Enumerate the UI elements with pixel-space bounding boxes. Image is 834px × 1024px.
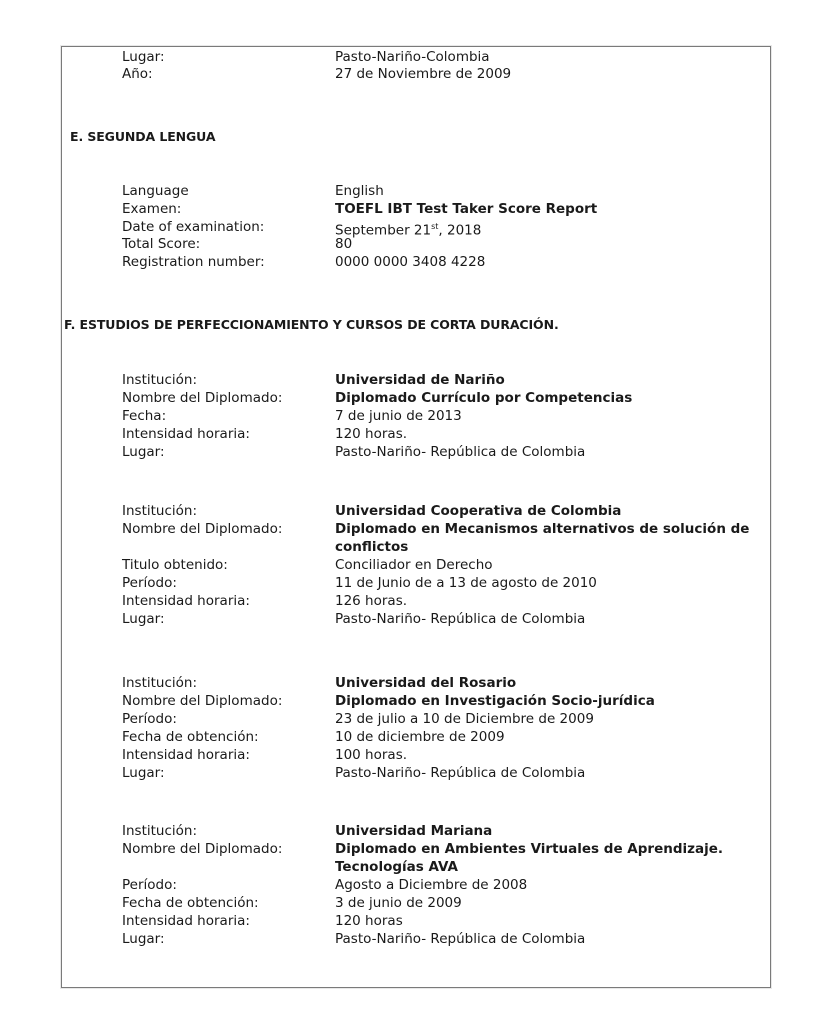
field-value: 120 horas (335, 913, 403, 929)
field-value: Tecnologías AVA (335, 859, 459, 875)
field-label: Intensidad horaria: (122, 593, 250, 609)
field-label: Fecha: (122, 408, 167, 424)
field-label: Registration number: (122, 254, 265, 270)
field-label: Date of examination: (122, 219, 265, 235)
field-value: 120 horas. (335, 426, 408, 442)
field-value-date (335, 217, 481, 241)
field-value: TOEFL IBT Test Taker Score Report (335, 201, 598, 217)
field-label: Nombre del Diplomado: (122, 693, 283, 709)
field-value: Universidad Mariana (335, 823, 493, 839)
field-label: Año: (122, 66, 153, 82)
date-year: , 2018 (438, 222, 482, 239)
field-value: 11 de Junio de a 13 de agosto de 2010 (335, 575, 597, 591)
field-value: Agosto a Diciembre de 2008 (335, 877, 528, 893)
field-label: Lugar: (122, 765, 165, 781)
field-value: Conciliador en Derecho (335, 557, 493, 573)
field-value: Pasto-Nariño- República de Colombia (335, 611, 586, 627)
field-label: Institución: (122, 675, 198, 691)
field-label: Nombre del Diplomado: (122, 521, 283, 537)
field-label: Institución: (122, 372, 198, 388)
field-label: Período: (122, 711, 177, 727)
field-label: Intensidad horaria: (122, 426, 250, 442)
field-label: Total Score: (122, 236, 201, 252)
field-value: English (335, 183, 384, 199)
field-value: Diplomado en Mecanismos alternativos de solución de (335, 521, 750, 537)
field-label: Período: (122, 575, 177, 591)
field-value: Diplomado en Ambientes Virtuales de Aprendizaje. (335, 841, 724, 857)
field-value: Pasto-Nariño- República de Colombia (335, 931, 586, 947)
field-value: 27 de Noviembre de 2009 (335, 66, 512, 82)
field-label: Institución: (122, 503, 198, 519)
field-label: Intensidad horaria: (122, 747, 250, 763)
field-label: Lugar: (122, 611, 165, 627)
field-label: Intensidad horaria: (122, 913, 250, 929)
field-value: 23 de julio a 10 de Diciembre de 2009 (335, 711, 594, 727)
field-value: Universidad de Nariño (335, 372, 505, 388)
date-text: September 21 (335, 222, 432, 239)
field-label: Institución: (122, 823, 198, 839)
field-label: Lugar: (122, 444, 165, 460)
field-value: 80 (335, 236, 353, 252)
field-value: Pasto-Nariño-Colombia (335, 49, 490, 65)
field-label: Language (122, 183, 189, 199)
field-value: Pasto-Nariño- República de Colombia (335, 444, 586, 460)
field-label: Nombre del Diplomado: (122, 390, 283, 406)
field-label: Período: (122, 877, 177, 893)
field-label: Fecha de obtención: (122, 895, 259, 911)
field-label: Lugar: (122, 931, 165, 947)
field-value: Universidad del Rosario (335, 675, 517, 691)
field-value: Universidad Cooperativa de Colombia (335, 503, 622, 519)
field-label: Lugar: (122, 49, 165, 65)
field-label: Nombre del Diplomado: (122, 841, 283, 857)
section-heading-estudios: F. ESTUDIOS DE PERFECCIONAMIENTO Y CURSOS DE CORTA DURACIÓN. (64, 317, 559, 332)
field-value: Pasto-Nariño- República de Colombia (335, 765, 586, 781)
field-label: Titulo obtenido: (122, 557, 228, 573)
field-value: 0000 0000 3408 4228 (335, 254, 486, 270)
field-value: 10 de diciembre de 2009 (335, 729, 505, 745)
field-label: Examen: (122, 201, 182, 217)
section-heading-segunda-lengua: E. SEGUNDA LENGUA (70, 129, 216, 144)
field-label: Fecha de obtención: (122, 729, 259, 745)
field-value: 7 de junio de 2013 (335, 408, 462, 424)
date-suffix: st (431, 222, 439, 231)
field-value: 100 horas. (335, 747, 408, 763)
field-value: 3 de junio de 2009 (335, 895, 462, 911)
field-value: Diplomado en Investigación Socio-jurídica (335, 693, 655, 709)
field-value: 126 horas. (335, 593, 408, 609)
field-value: conflictos (335, 539, 409, 555)
field-value: Diplomado Currículo por Competencias (335, 390, 633, 406)
